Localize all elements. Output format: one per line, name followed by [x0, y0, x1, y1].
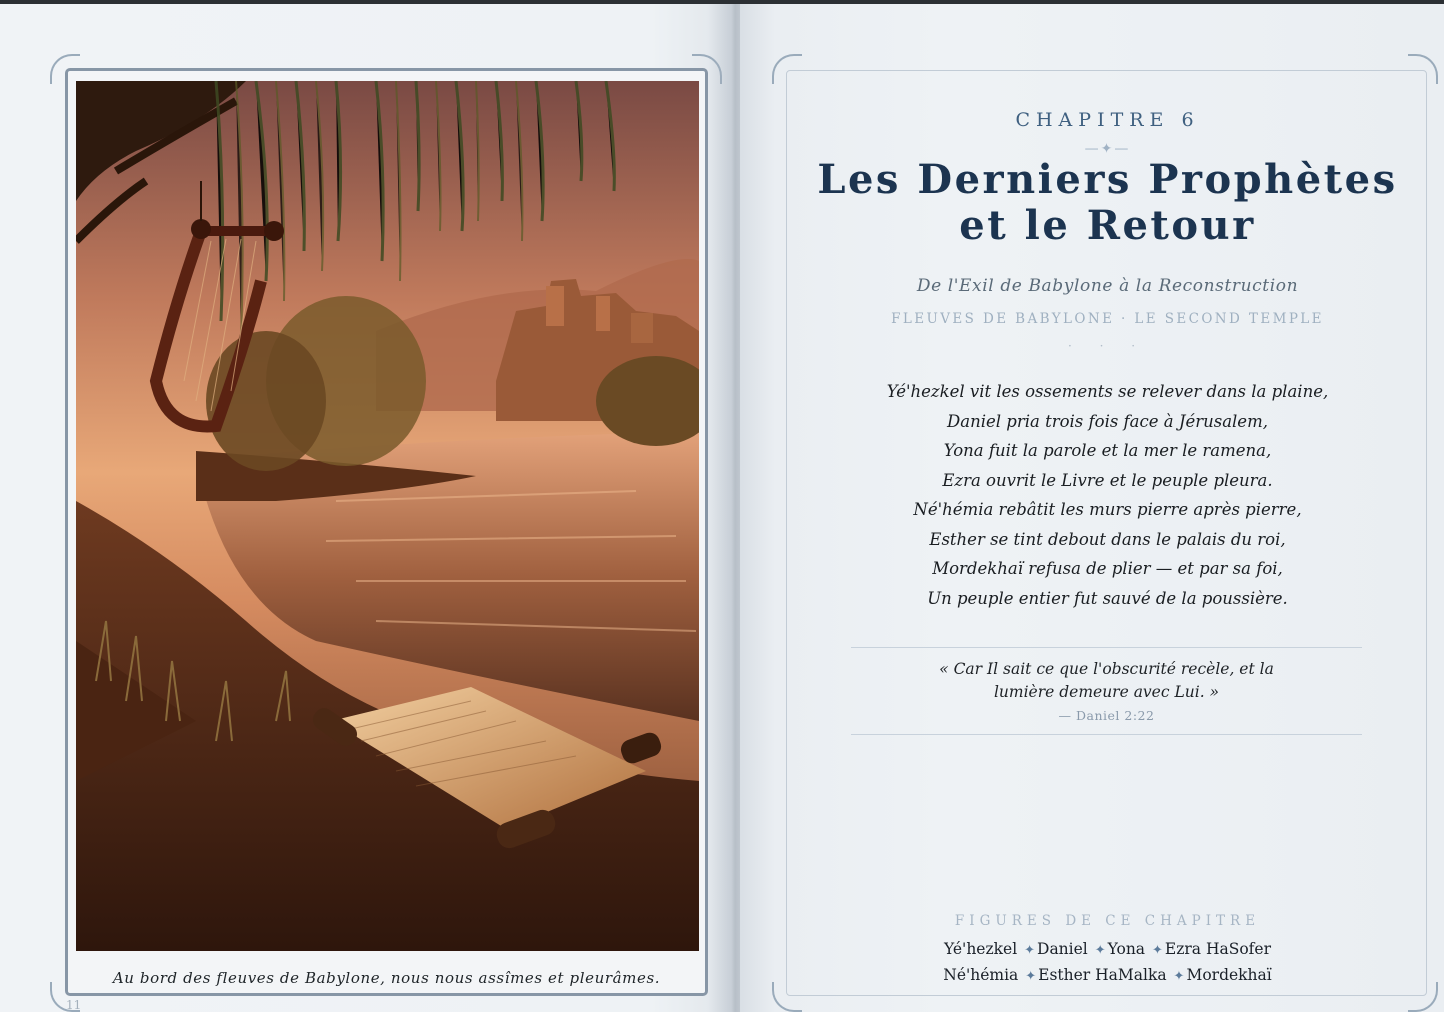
figure-name: Daniel — [1037, 940, 1088, 958]
quote-reference: — Daniel 2:22 — [1058, 708, 1155, 723]
figure-name: Esther HaMalka — [1038, 966, 1167, 984]
chapter-number: CHAPITRE 6 — [1015, 109, 1200, 131]
poem-line: Un peuple entier fut sauvé de la poussière. — [927, 588, 1288, 608]
chapter-title-line-2: et le Retour — [959, 202, 1256, 249]
poem-line: Esther se tint debout dans le palais du roi, — [929, 529, 1286, 549]
star-separator-icon: ✦ — [1094, 943, 1106, 958]
star-separator-icon: ✦ — [1025, 969, 1037, 984]
section-divider-dots: · · · — [1067, 339, 1148, 353]
quote-text: « Car Il sait ce que l'obscurité recèle, et la lumière demeure avec Lui. » — [939, 660, 1274, 701]
figures-list — [787, 937, 1428, 989]
poem-line: Ezra ouvrit le Livre et le peuple pleura. — [942, 470, 1273, 490]
poem-line: Yona fuit la parole et la mer le ramena, — [943, 441, 1272, 460]
figure-name: Yé'hezkel — [944, 940, 1018, 958]
chapter-frame — [786, 70, 1427, 996]
figure-name: Ezra HaSofer — [1164, 940, 1271, 958]
star-separator-icon: ✦ — [1152, 943, 1163, 958]
right-page — [740, 4, 1444, 1012]
left-page — [0, 4, 740, 1012]
illustration-caption: Au bord des fleuves de Babylone, nous nous assîmes et pleurâmes. — [112, 969, 661, 987]
page-number: 11 — [66, 998, 82, 1012]
figure-name: Yona — [1107, 940, 1146, 958]
figure-name: Né'hémia — [943, 966, 1019, 984]
figures-heading: FIGURES DE CE CHAPITRE — [954, 913, 1261, 929]
book-spread — [0, 4, 1444, 1012]
star-separator-icon: ✦ — [1024, 943, 1036, 958]
babylon-river-painting — [76, 81, 699, 951]
star-separator-icon: ✦ — [1173, 969, 1185, 984]
chapter-title-line-1: Les Derniers Prophètes — [817, 156, 1398, 203]
chapter-places: FLEUVES DE BABYLONE · LE SECOND TEMPLE — [891, 311, 1324, 327]
title-ornament: —✦— — [1084, 141, 1131, 157]
poem-line: Yé'hezkel vit les ossements se relever dans la plaine, — [886, 382, 1329, 401]
poem-line: Né'hémia rebâtit les murs pierre après pierre, — [913, 500, 1302, 519]
scripture-quote — [851, 647, 1362, 735]
chapter-title — [787, 157, 1428, 249]
chapter-illustration — [76, 81, 699, 951]
figure-name: Mordekhaï — [1186, 966, 1272, 984]
illustration-frame — [65, 68, 708, 996]
figures-row — [787, 937, 1428, 963]
poem-line: Mordekhaï refusa de plier — et par sa foi, — [932, 559, 1283, 578]
chapter-poem — [787, 377, 1428, 613]
figures-row — [787, 963, 1428, 989]
chapter-subtitle: De l'Exil de Babylone à la Reconstruction — [916, 276, 1299, 296]
poem-line: Daniel pria trois fois face à Jérusalem, — [947, 411, 1268, 431]
